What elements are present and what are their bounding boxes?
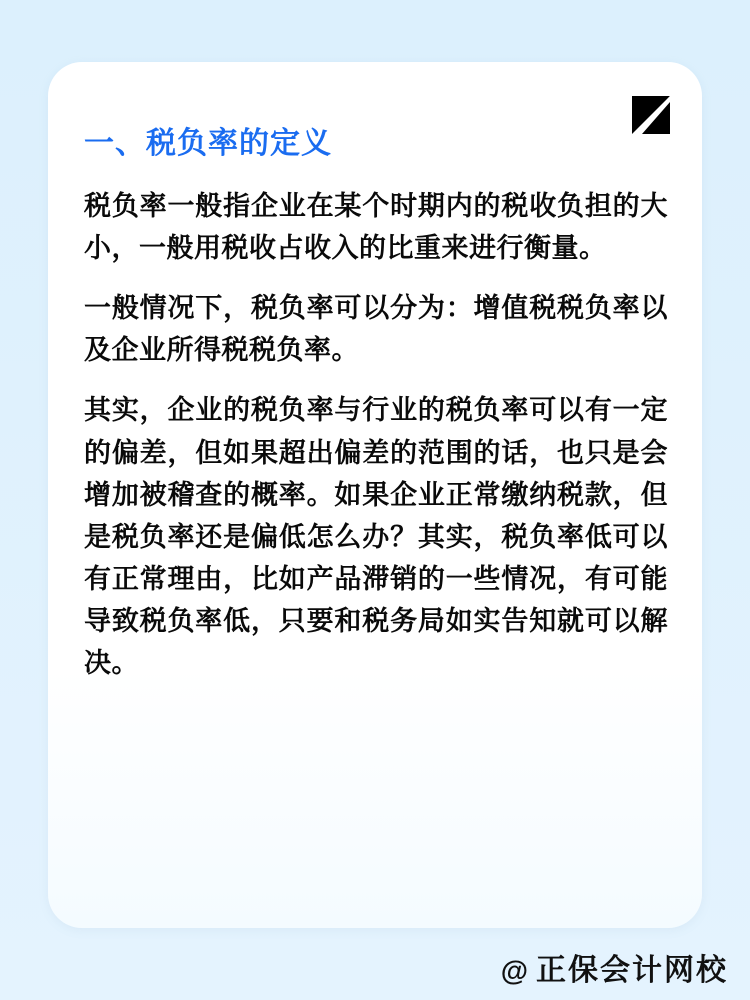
- footer-watermark: [501, 956, 728, 986]
- content-card: [48, 62, 702, 928]
- paragraph-2: 一般情况下，税负率可以分为：增值税税负率以及企业所得税税负率。: [84, 293, 668, 366]
- at-symbol-icon: @: [500, 955, 528, 986]
- article-body: [84, 124, 668, 684]
- paragraph-1: 税负率一般指企业在某个时期内的税收负担的大小，一般用税收占收入的比重来进行衡量。: [84, 191, 668, 264]
- page-title: 一、税负率的定义: [84, 127, 332, 160]
- brand-name: 正保会计网校: [536, 954, 728, 987]
- paragraph-3: 其实，企业的税负率与行业的税负率可以有一定的偏差，但如果超出偏差的范围的话，也只是会增加被稽查的概率。如果企业正常缴纳税款，但是税负率还是偏低怎么办？其实，税负率低可以有正常理由，比如产品滞销的一些情况，有可能导致税负率低，只要和税务局如实告知就可以解决。: [84, 395, 668, 679]
